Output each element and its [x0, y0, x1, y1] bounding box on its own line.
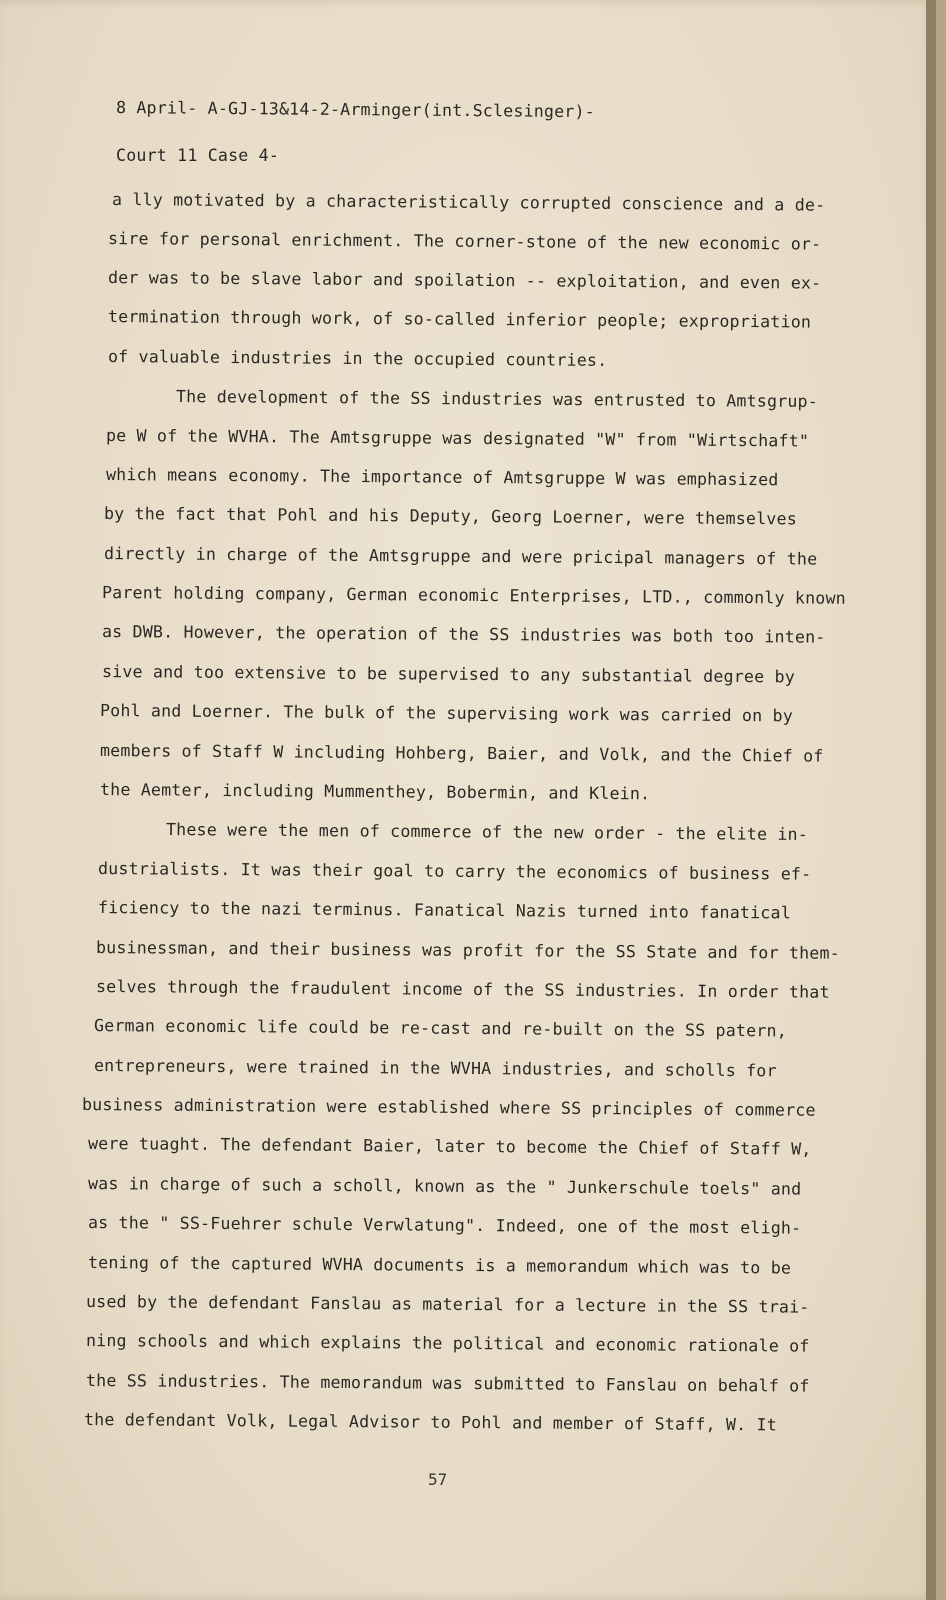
text-line: Parent holding company, German economic Enterprises, LTD., commonly known	[101, 583, 846, 608]
text-line: used by the defendant Fanslau as material for a lecture in the SS trai-	[85, 1292, 810, 1317]
page-edge	[926, 0, 936, 1600]
header-court-line: Court 11 Case 4-	[116, 146, 280, 165]
text-line: ficiency to the nazi terminus. Fanatical Nazis turned into fanatical	[97, 898, 792, 923]
text-line: sire for personal enrichment. The corner-stone of the new economic or-	[107, 229, 822, 254]
text-line: entrepreneurs, were trained in the WVHA industries, and scholls for	[93, 1056, 777, 1081]
text-line: as the " SS-Fuehrer schule Verwlatung". Indeed, one of the most eligh-	[87, 1213, 802, 1238]
text-line: of valuable industries in the occupied countries.	[107, 347, 608, 370]
text-line: was in charge of such a scholl, known as the " Junkerschule toels" and	[87, 1174, 802, 1199]
text-line: were tuaght. The defendant Baier, later to become the Chief of Staff W,	[87, 1134, 812, 1159]
text-line: The development of the SS industries was entrusted to Amtsgrup-	[175, 387, 819, 412]
text-line: the Aemter, including Mummenthey, Bobermin, and Klein.	[99, 780, 651, 804]
text-line: sive and too extensive to be supervised to any substantial degree by	[101, 662, 796, 687]
text-line: der was to be slave labor and spoilation -- exploitation, and even ex-	[107, 268, 822, 293]
text-line: termination through work, of so-called inferior people; expropriation	[107, 307, 812, 332]
text-line: tening of the captured WVHA documents is a memorandum which was to be	[87, 1253, 792, 1278]
header-reference-line: 8 April- A-GJ-13&14-2-Arminger(int.Sclesinger)-	[115, 98, 596, 122]
text-line: Pohl and Loerner. The bulk of the supervising work was carried on by	[99, 701, 794, 726]
text-line: directly in charge of the Amtsgruppe and were pricipal managers of the	[103, 544, 818, 569]
text-line: which means economy. The importance of Amtsgruppe W was emphasized	[105, 465, 779, 490]
text-line: business administration were established where SS principles of commerce	[81, 1095, 816, 1120]
text-line: These were the men of commerce of the new order - the elite in-	[165, 820, 809, 845]
text-line: by the fact that Pohl and his Deputy, Georg Loerner, were themselves	[103, 504, 798, 529]
text-line: dustrialists. It was their goal to carry the economics of business ef-	[97, 859, 812, 884]
text-line: businessman, and their business was profit for the SS State and for them-	[95, 938, 840, 963]
text-line: selves through the fraudulent income of the SS industries. In order that	[95, 977, 830, 1002]
page-number: 57	[428, 1470, 448, 1489]
text-line: pe W of the WVHA. The Amtsgruppe was designated "W" from "Wirtschaft"	[105, 426, 810, 451]
text-line: German economic life could be re-cast and re-built on the SS patern,	[93, 1016, 788, 1041]
text-line: the defendant Volk, Legal Advisor to Pohl and member of Staff, W. It	[83, 1410, 778, 1435]
text-line: a lly motivated by a characteristically corrupted conscience and a de-	[111, 190, 826, 215]
text-line: as DWB. However, the operation of the SS industries was both too inten-	[101, 622, 826, 647]
text-line: the SS industries. The memorandum was submitted to Fanslau on behalf of	[85, 1371, 810, 1396]
text-line: ning schools and which explains the political and economic rationale of	[85, 1331, 810, 1356]
text-line: members of Staff W including Hohberg, Baier, and Volk, and the Chief of	[99, 741, 824, 766]
